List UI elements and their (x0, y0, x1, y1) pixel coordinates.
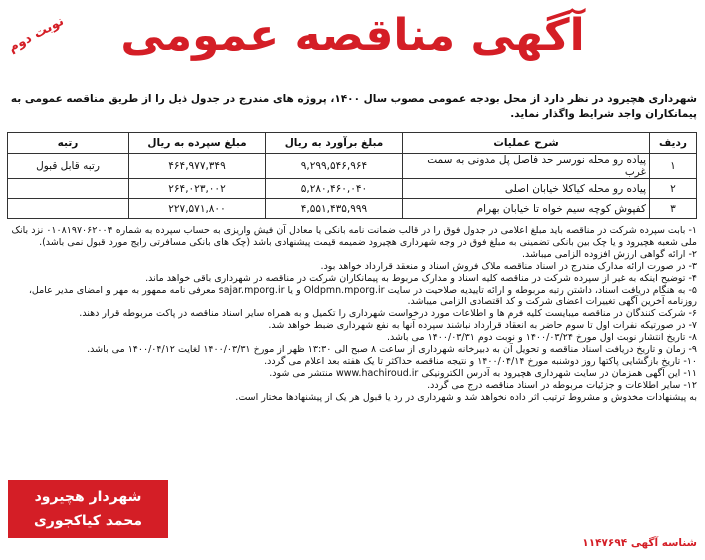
row-deposit: ۲۲۷,۵۷۱,۸۰۰ (129, 199, 266, 219)
condition-item: ۱۱- این آگهی همزمان در سایت شهرداری هچیرود به آدرس الکترونیکی www.hachiroud.ir منتشر می شود. (269, 367, 697, 379)
row-index: ۱ (650, 154, 697, 179)
row-description: کفپوش کوچه سیم خواه تا خیابان بهرام (403, 199, 650, 219)
condition-item: ۱۲- سایر اطلاعات و جزئیات مربوطه در اسناد مناقصه درج می گردد. (427, 379, 697, 391)
ad-title: آگهی مناقصه عمومی (120, 10, 585, 61)
condition-item: ۷- در صورتیکه نفرات اول تا سوم حاضر به انعقاد قرارداد نباشند سپرده آنها به نفع شهرداری ضبط خواهد شد. (268, 320, 697, 332)
col-rank-header: رتبه (8, 133, 129, 154)
row-description: پیاده رو محله نورسر حد فاصل پل مدونی به سمت غرب (403, 154, 650, 179)
row-deposit: ۲۶۴,۰۲۳,۰۰۲ (129, 179, 266, 199)
intro-text: شهرداری هچیرود در نظر دارد از محل بودجه عمومی مصوب سال ۱۴۰۰، پروژه های مندرج در جدول ذیل را از طریق مناقصه عمومی به پیمانکاران واجد شرایط واگذار نماید. (10, 93, 697, 120)
table-row (8, 154, 697, 179)
condition-item: ۸- تاریخ انتشار نوبت اول مورخ ۱۴۰۰/۰۳/۲۴ و نوبت دوم ۱۴۰۰/۰۳/۳۱ می باشد. (387, 332, 697, 344)
col-estimate-header: مبلغ برآورد به ریال (266, 133, 403, 154)
row-rank: رتبه قابل قبول (8, 154, 129, 179)
conditions-list (7, 225, 697, 404)
row-index: ۳ (650, 199, 697, 219)
row-rank (8, 179, 129, 199)
condition-item: ۶- شرکت کنندگان در مناقصه میبایست کلیه فرم ها و اطلاعات مورد درخواست شهرداری را تکمیل و به همراه سایر اسناد مناقصه در پاکت مربوطه قرار دهند. (79, 308, 697, 320)
row-deposit: ۴۶۴,۹۷۷,۳۴۹ (129, 154, 266, 179)
row-description: پیاده رو محله کیاکلا خیابان اصلی (403, 179, 650, 199)
table-row (8, 179, 697, 199)
ad-number: شناسه آگهی ۱۱۴۷۶۹۴ (582, 537, 697, 549)
col-index-header: ردیف (650, 133, 697, 154)
row-index: ۲ (650, 179, 697, 199)
col-description-header: شرح عملیات (403, 133, 650, 154)
condition-item: ۲- ارائه گواهی ارزش افزوده الزامی میباشد. (522, 248, 697, 260)
second-publication-badge: نوبت دوم (6, 13, 67, 56)
condition-item: ۳- در صورت ارائه مدارک مندرج در اسناد مناقصه ملاک فروش اسناد و منعقد قرارداد خواهد بود. (320, 260, 697, 272)
condition-item: ۱- بابت سپرده شرکت در مناقصه باید مبلغ اعلامی در جدول فوق را در قالب ضمانت نامه بانکی یا معادل آن فیش واریزی به حساب سپرده به شماره ۰۱۰۸۱۹۷۰۶۲۰۰۴ نزد بانک ملی شعبه هچیرود و یا چک بین بانکی تضمینی به مبلغ فوق در وجه شهرداری هچیرود ضمیمه قیمت پیشنهادی باشد (چک های بانکی مسافرتی رایج مورد قبول نمی باشد). (11, 225, 697, 248)
condition-item: ۴- توضیح اینکه به غیر از سپرده شرکت در مناقصه کلیه اسناد و مدارک مربوط به پیمانکاران شرکت در مناقصه در شهرداری باقی خواهد ماند. (145, 272, 697, 284)
table-row (8, 199, 697, 219)
condition-item: به پیشنهادات مخدوش و مشروط ترتیب اثر داده نخواهد شد و شهرداری در رد یا قبول هر یک از پیشنهادها مختار است. (235, 391, 697, 403)
signature-box (8, 480, 168, 538)
condition-item: ۵- به هنگام دریافت اسناد، داشتن رتبه مربوطه و ارائه تاییدیه صلاحیت در سایت Oldpmn.mporg.ir و یا sajar.mporg.ir معرفی نامه ممهور به مهر و امضای مدیر عامل، روزنامه آخرین آگهی تغییرات اعضای شرکت و کد اقتصادی الزامی میباشد. (28, 284, 697, 308)
projects-table (7, 132, 697, 219)
row-estimate: ۹,۲۹۹,۵۴۶,۹۶۴ (266, 154, 403, 179)
mayor-title: شهردار هچیرود (34, 489, 142, 505)
row-estimate: ۵,۲۸۰,۴۶۰,۰۴۰ (266, 179, 403, 199)
table-header-row (8, 133, 697, 154)
row-estimate: ۴,۵۵۱,۴۳۵,۹۹۹ (266, 199, 403, 219)
mayor-name: محمد کیاکجوری (33, 513, 143, 529)
row-rank (8, 199, 129, 219)
condition-item: ۱۰- تاریخ بازگشایی پاکتها روز دوشنبه مورخ ۱۴۰۰/۰۴/۱۴ و نتیجه مناقصه حداکثر تا یک هفته بعد اعلام می گردد. (264, 355, 697, 367)
col-deposit-header: مبلغ سپرده به ریال (129, 133, 266, 154)
condition-item: ۹- زمان و تاریخ دریافت اسناد مناقصه و تحویل آن به دبیرخانه شهرداری از ساعت ۸ صبح الی ۱۳:۳۰ ظهر از مورخ ۱۴۰۰/۰۳/۳۱ لغایت ۱۴۰۰/۰۴/۱۲ می باشد. (87, 344, 697, 356)
